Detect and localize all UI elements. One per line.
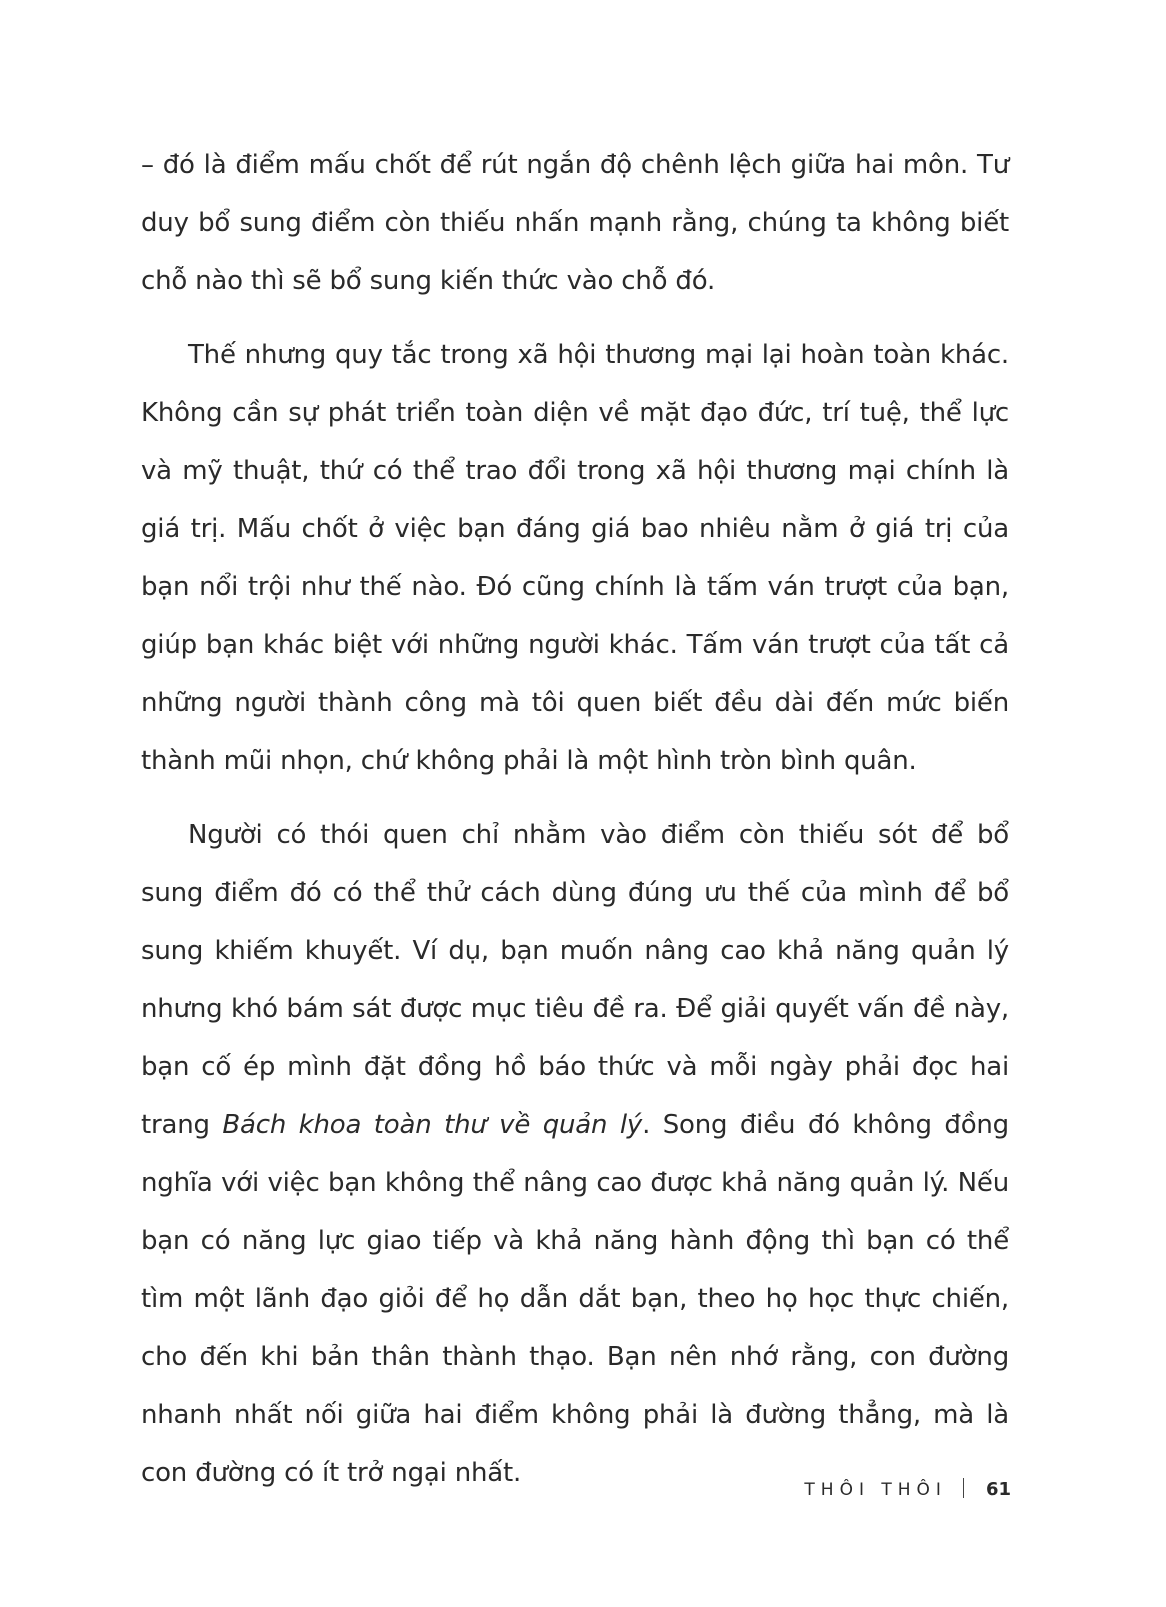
body-text bbox=[141, 136, 1009, 1502]
footer-divider bbox=[963, 1478, 964, 1498]
book-title-italic: Bách khoa toàn thư về quản lý bbox=[222, 1110, 643, 1140]
paragraph-3-part-2: . Song điều đó không đồng nghĩa với việc bạn không thể nâng cao được khả năng quản lý. Nếu bạn có năng lực giao tiếp và khả năng hành động thì bạn có thể tìm một lãnh đạo giỏi để họ dẫn dắt bạn, theo họ học thực chiến, cho đến khi bản thân thành thạo. Bạn nên nhớ rằng, con đường nhanh nhất nối giữa hai điểm không phải là đường thẳng, mà là con đường có ít trở ngại nhất. bbox=[141, 1110, 1009, 1488]
paragraph-1: – đó là điểm mấu chốt để rút ngắn độ chênh lệch giữa hai môn. Tư duy bổ sung điểm còn thiếu nhấn mạnh rằng, chúng ta không biết chỗ nào thì sẽ bổ sung kiến thức vào chỗ đó. bbox=[141, 150, 1009, 296]
page-number: 61 bbox=[985, 1479, 1011, 1500]
paragraph-3-part-1: Người có thói quen chỉ nhằm vào điểm còn thiếu sót để bổ sung điểm đó có thể thử cách dùng đúng ưu thế của mình để bổ sung khiếm khuyết. Ví dụ, bạn muốn nâng cao khả năng quản lý nhưng khó bám sát được mục tiêu đề ra. Để giải quyết vấn đề này, bạn cố ép mình đặt đồng hồ báo thức và mỗi ngày phải đọc hai trang bbox=[141, 820, 1009, 1140]
running-title: THÔI THÔI bbox=[804, 1480, 947, 1500]
paragraph-2: Thế nhưng quy tắc trong xã hội thương mại lại hoàn toàn khác. Không cần sự phát triển toàn diện về mặt đạo đức, trí tuệ, thể lực và mỹ thuật, thứ có thể trao đổi trong xã hội thương mại chính là giá trị. Mấu chốt ở việc bạn đáng giá bao nhiêu nằm ở giá trị của bạn nổi trội như thế nào. Đó cũng chính là tấm ván trượt của bạn, giúp bạn khác biệt với những người khác. Tấm ván trượt của tất cả những người thành công mà tôi quen biết đều dài đến mức biến thành mũi nhọn, chứ không phải là một hình tròn bình quân. bbox=[141, 340, 1009, 776]
paragraph-3 bbox=[141, 806, 1009, 1502]
page-footer bbox=[0, 1478, 1011, 1500]
